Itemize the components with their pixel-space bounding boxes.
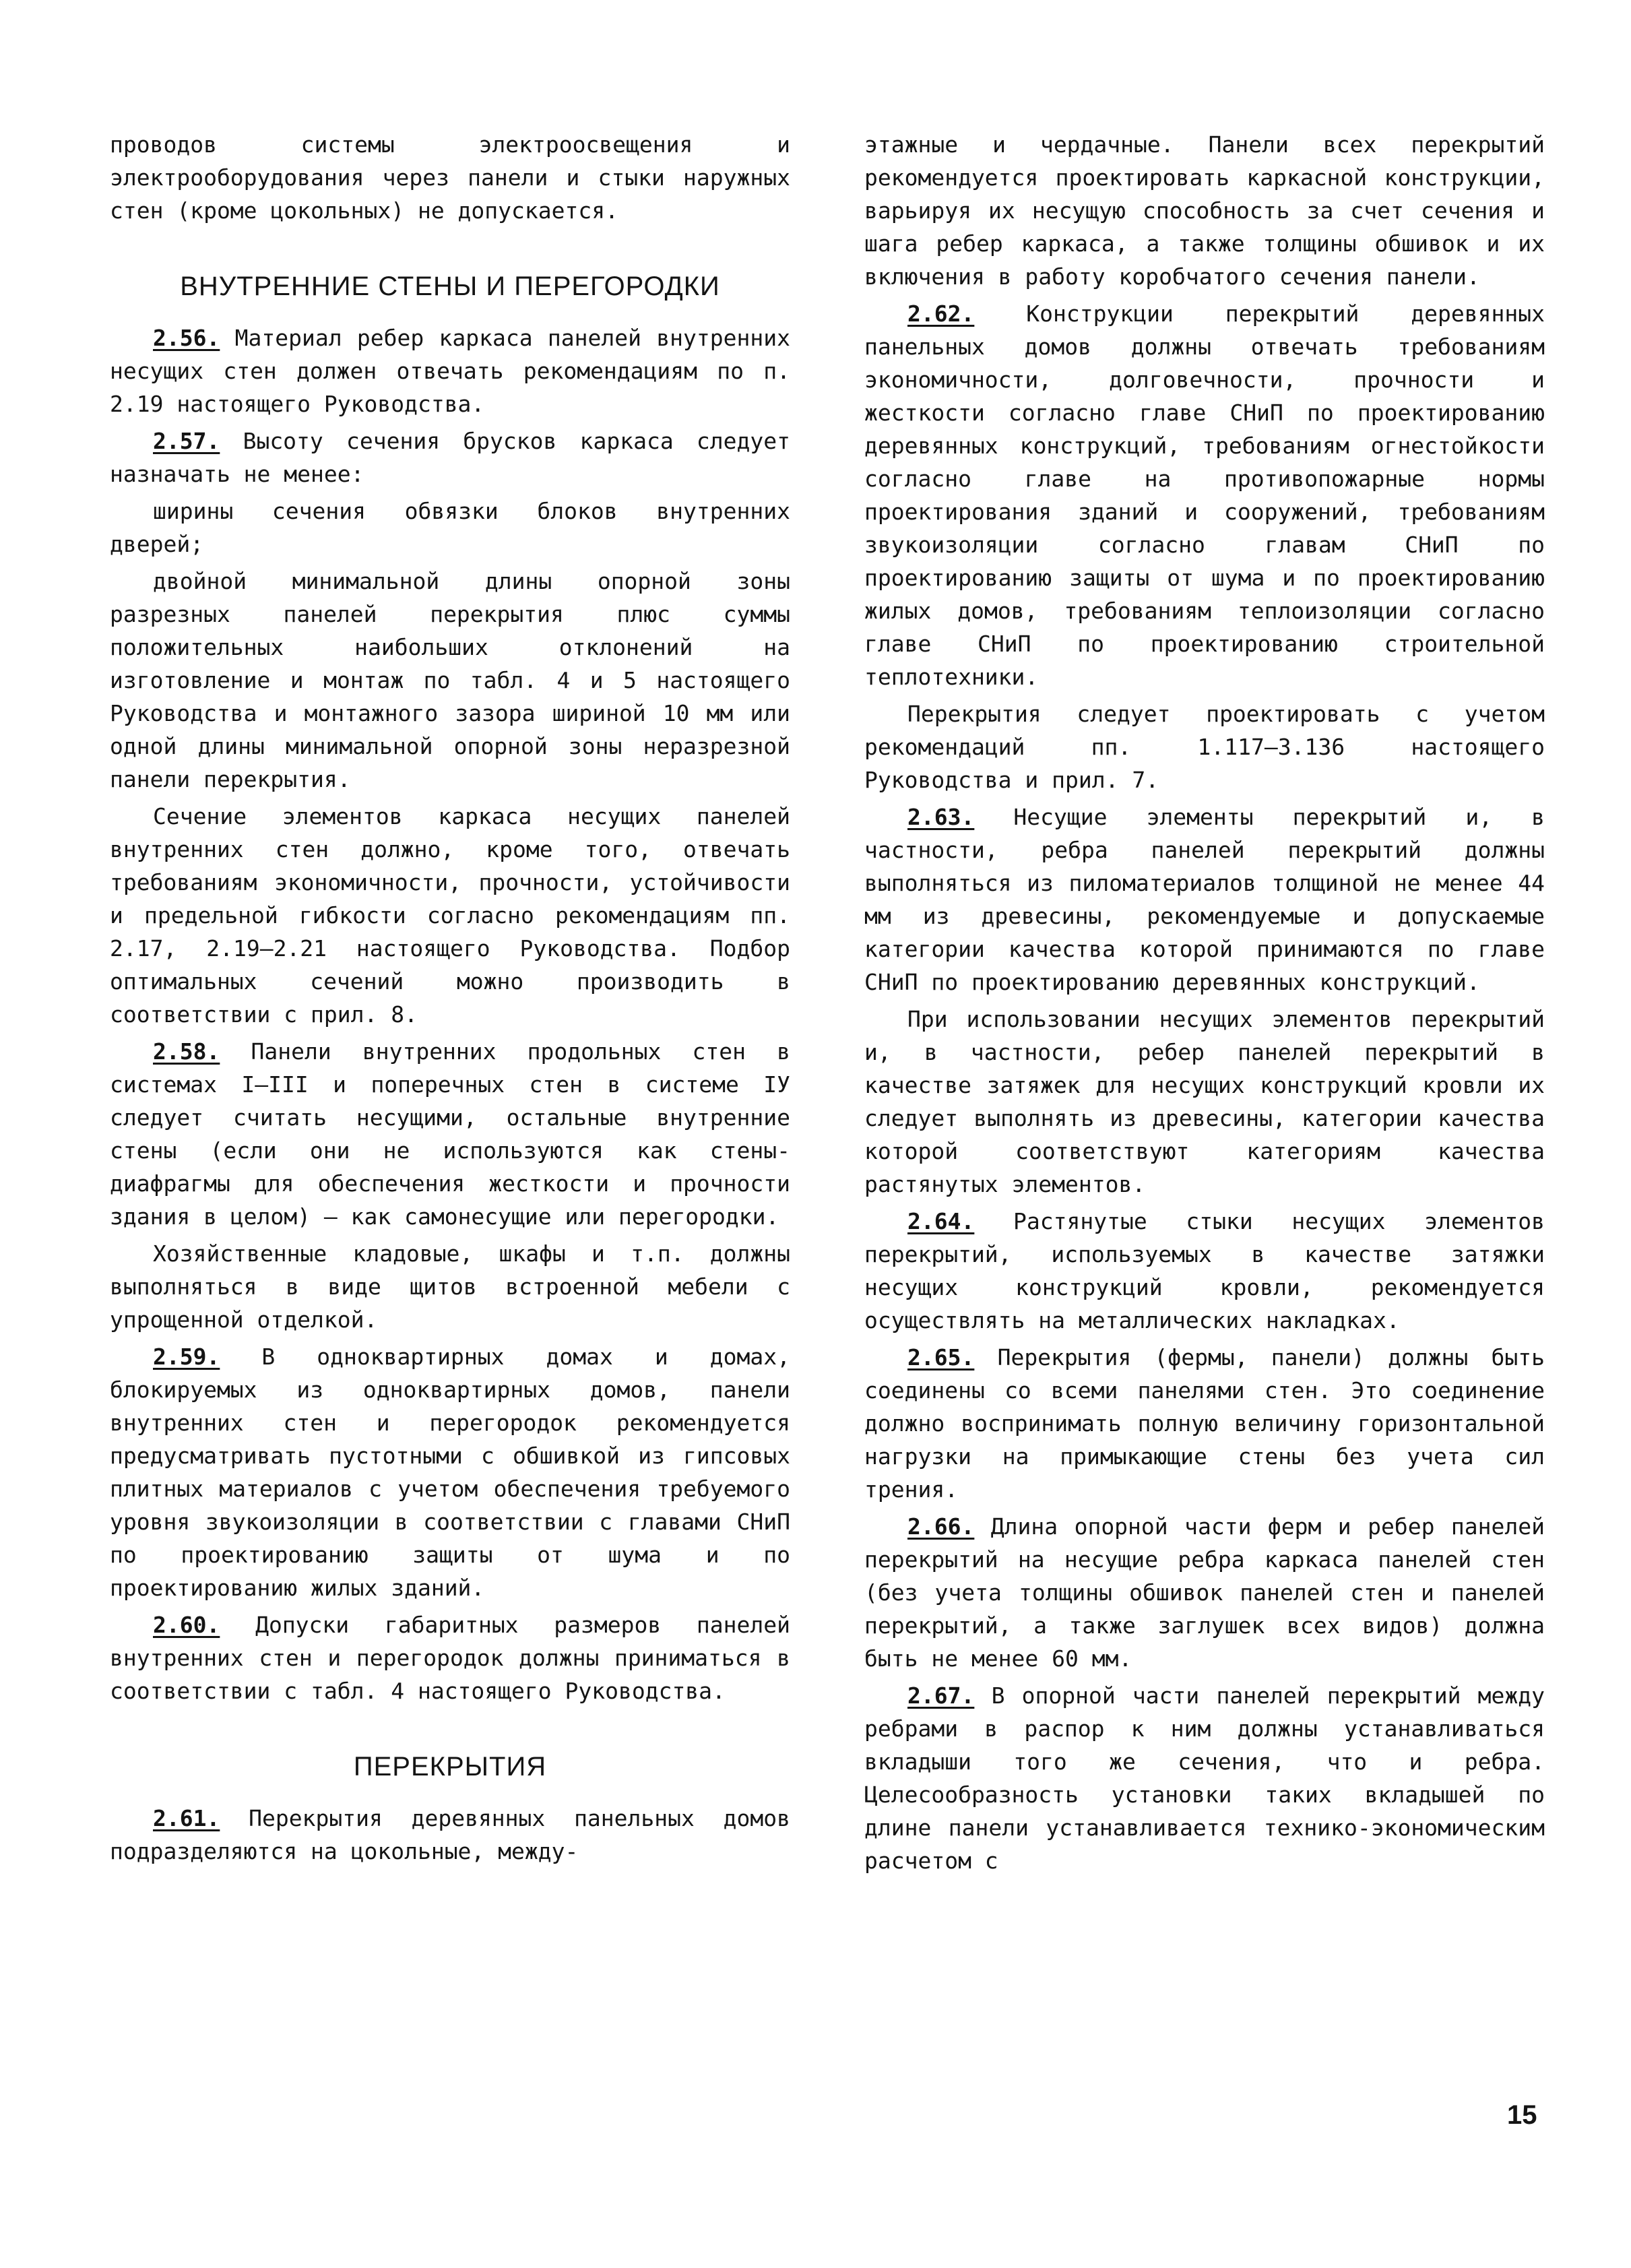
paragraph-2-56 — [110, 321, 790, 420]
paragraph-2-67 — [864, 1679, 1545, 1877]
clause-text: В опорной части панелей перекрытий между ребрами в распор к ним должны устанавливаться вкладыши того же сечения, что и ребра. Целесообразность установки таких вкладышей по длине панели устанавливается технико-экономическим расчетом с — [864, 1682, 1545, 1874]
paragraph-2-64 — [864, 1205, 1545, 1337]
paragraph-2-60 — [110, 1608, 790, 1707]
paragraph-2-58-b: Хозяйственные кладовые, шкафы и т.п. должны выполняться в виде щитов встроенной мебели с упрощенной отделкой. — [110, 1240, 790, 1333]
clause-text: Конструкции перекрытий деревянных панельных домов должны отвечать требованиям экономичности, долговечности, прочности и жесткости согласно главе СНиП по проектированию деревянных конструкций, требованиям огнестойкости согласно главе на противопожарные нормы проектирования зданий и сооружений, требованиям звукоизоляции согласно главам СНиП по проектированию защиты от шума и по проектированию жилых домов, требованиям теплоизоляции согласно главе СНиП по проектированию строительной теплотехники. — [864, 301, 1545, 690]
section-heading-inner-walls: ВНУТРЕННИЕ СТЕНЫ И ПЕРЕГОРОДКИ — [180, 272, 720, 301]
clause-text: Перекрытия (фермы, панели) должны быть соединены со всеми панелями стен. Это соединение должно воспринимать полную величину горизонтальной нагрузки на примыкающие стены без учета сил трения. — [864, 1344, 1545, 1503]
paragraph-2-63-b: При использовании несущих элементов перекрытий и, в частности, ребер панелей перекрытий в качестве затяжек для несущих конструкций кровли их следует выполнять из древесины, категории качества которой соответствуют категориям качества растянутых элементов. — [864, 1006, 1545, 1197]
paragraph-2-57 — [110, 424, 790, 491]
paragraph-2-61 — [110, 1802, 790, 1868]
paragraph-2-62-b: Перекрытия следует проектировать с учетом рекомендаций пп. 1.117–3.136 настоящего Руководства и прил. 7. — [864, 701, 1545, 793]
clause-number: 2.66. — [907, 1513, 975, 1540]
left-column — [110, 128, 790, 1868]
paragraph-2-58 — [110, 1035, 790, 1233]
clause-text: Высоту сечения брусков каркаса следует назначать не менее: — [110, 428, 790, 487]
clause-number: 2.63. — [907, 804, 975, 830]
paragraph-2-59 — [110, 1340, 790, 1604]
clause-text: Длина опорной части ферм и ребер панелей перекрытий на несущие ребра каркаса панелей стен (без учета толщины обшивок панелей стен и панелей перекрытий, а также заглушек всех видов) должна быть не менее 60 мм. — [864, 1513, 1545, 1672]
clause-text: Панели внутренних продольных стен в системах I–III и поперечных стен в системе IУ следует считать несущими, остальные внутренние стены (если они не используются как стены-диафрагмы для обеспечения жесткости и прочности здания в целом) – как самонесущие или перегородки. — [110, 1038, 790, 1230]
paragraph-2-66 — [864, 1510, 1545, 1675]
paragraph-2-57-c: Сечение элементов каркаса несущих панелей внутренних стен должно, кроме того, отвечать требованиям экономичности, прочности, устойчивости и предельной гибкости согласно рекомендациям пп. 2.17, 2.19–2.21 настоящего Руководства. Подбор оптимальных сечений можно производить в соответствии с прил. 8. — [110, 803, 790, 1028]
clause-text: Перекрытия деревянных панельных домов подразделяются на цокольные, между- — [110, 1805, 790, 1864]
clause-number: 2.65. — [907, 1344, 975, 1371]
right-column — [864, 128, 1545, 1877]
paragraph-2-62 — [864, 297, 1545, 693]
clause-text: Материал ребер каркаса панелей внутренних несущих стен должен отвечать рекомендациям по п. 2.19 настоящего Руководства. — [110, 325, 790, 417]
clause-text: Допуски габаритных размеров панелей внутренних стен и перегородок должны приниматься в соответствии с табл. 4 настоящего Руководства. — [110, 1612, 791, 1704]
clause-number: 2.67. — [907, 1682, 975, 1709]
paragraph-2-61-cont: этажные и чердачные. Панели всех перекрытий рекомендуется проектировать каркасной конструкции, варьируя их несущую способность за счет сечения и шага ребер каркаса, а также толщины обшивок и их включения в работу коробчатого сечения панели. — [864, 131, 1545, 290]
clause-text: В одноквартирных домах и домах, блокируемых из одноквартирных домов, панели внутренних стен и перегородок рекомендуется предусматривать пустотными с обшивкой из гипсовых плитных материалов с учетом обеспечения требуемого уровня звукоизоляции в соответствии с главами СНиП по проектированию защиты от шума и по проектированию жилых зданий. — [110, 1344, 790, 1601]
clause-number: 2.59. — [153, 1344, 220, 1370]
clause-number: 2.60. — [153, 1612, 220, 1638]
clause-number: 2.64. — [907, 1208, 975, 1234]
paragraph-2-57-a: ширины сечения обвязки блоков внутренних дверей; — [110, 498, 790, 557]
paragraph-2-63 — [864, 800, 1545, 999]
clause-text: Растянутые стыки несущих элементов перекрытий, используемых в качестве затяжки несущих конструкций кровли, рекомендуется осуществлять на металлических накладках. — [864, 1208, 1545, 1333]
clause-number: 2.61. — [153, 1805, 220, 1831]
clause-number: 2.57. — [153, 428, 220, 454]
paragraph-2-65 — [864, 1341, 1545, 1506]
page-number: 15 — [1507, 2100, 1537, 2130]
clause-number: 2.58. — [153, 1038, 220, 1065]
section-heading-floors: ПЕРЕКРЫТИЯ — [353, 1752, 547, 1782]
paragraph-intro: проводов системы электроосвещения и электрооборудования через панели и стыки наружных стен (кроме цокольных) не допускается. — [110, 131, 790, 224]
clause-number: 2.62. — [907, 301, 975, 327]
clause-text: Несущие элементы перекрытий и, в частности, ребра панелей перекрытий должны выполняться из пиломатериалов толщиной не менее 44 мм из древесины, рекомендуемые и допускаемые категории качества которой принимаются по главе СНиП по проектированию деревянных конструкций. — [864, 804, 1545, 995]
paragraph-2-57-b: двойной минимальной длины опорной зоны разрезных панелей перекрытия плюс суммы положительных наибольших отклонений на изготовление и монтаж по табл. 4 и 5 настоящего Руководства и монтажного зазора шириной 10 мм или одной длины минимальной опорной зоны неразрезной панели перекрытия. — [110, 568, 790, 792]
clause-number: 2.56. — [153, 325, 220, 351]
